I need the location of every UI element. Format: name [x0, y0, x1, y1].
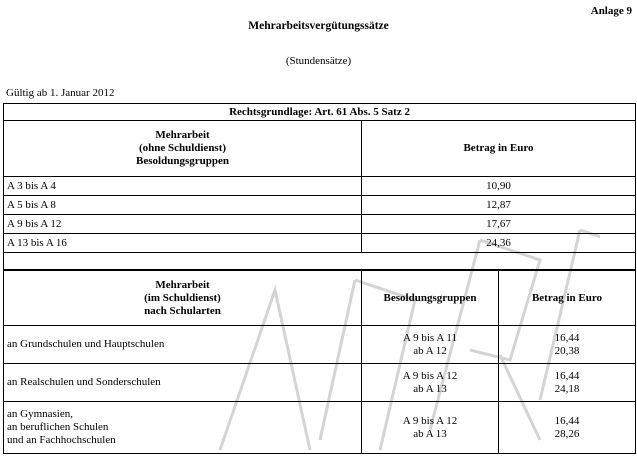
group-value: A 9 bis A 12 — [402, 414, 458, 427]
table-row — [4, 215, 636, 234]
groups-cell — [362, 364, 499, 402]
rates-table-school — [3, 270, 636, 454]
amount-cell: 10,90 — [362, 177, 636, 196]
amount-value: 16,44 — [554, 369, 580, 382]
validity-date: Gültig ab 1. Januar 2012 — [6, 87, 115, 99]
header-line: Mehrarbeit — [155, 129, 210, 141]
school-line: an Gymnasien, — [7, 408, 73, 420]
table-row — [4, 234, 636, 253]
amounts-cell — [499, 402, 636, 454]
school-cell: an Realschulen und Sonderschulen — [4, 364, 362, 402]
amounts-cell — [499, 364, 636, 402]
group-value: ab A 13 — [413, 382, 447, 395]
col-header-betrag: Betrag in Euro — [499, 271, 636, 326]
amount-cell: 24,36 — [362, 234, 636, 253]
spacer-cell — [4, 253, 636, 270]
rates-table-general — [3, 103, 636, 270]
amount-value: 20,38 — [554, 344, 580, 357]
col-header-besoldungsgruppen — [4, 121, 362, 177]
group-value: ab A 13 — [413, 427, 447, 440]
table-row — [4, 196, 636, 215]
col-header-besoldungsgruppen: Besoldungsgruppen — [362, 271, 499, 326]
amount-value: 16,44 — [554, 414, 580, 427]
group-cell: A 5 bis A 8 — [4, 196, 362, 215]
table-row — [4, 326, 636, 364]
school-cell: an Grundschulen und Hauptschulen — [4, 326, 362, 364]
amount-value: 28,26 — [554, 427, 580, 440]
page-subtitle: (Stundensätze) — [285, 55, 352, 67]
amounts-cell — [499, 326, 636, 364]
amount-cell: 17,67 — [362, 215, 636, 234]
group-value: A 9 bis A 11 — [403, 331, 457, 344]
school-line: und an Fachhochschulen — [7, 434, 116, 446]
table-row — [4, 364, 636, 402]
col-header-betrag: Betrag in Euro — [362, 121, 636, 177]
annex-label: Anlage 9 — [590, 5, 632, 17]
page-title: Mehrarbeitsvergütungssätze — [248, 20, 389, 32]
school-cell — [4, 402, 362, 454]
header-line: Besoldungsgruppen — [136, 155, 229, 167]
groups-cell — [362, 326, 499, 364]
amount-value: 16,44 — [554, 331, 580, 344]
amount-value: 24,18 — [554, 382, 580, 395]
group-value: A 9 bis A 12 — [402, 369, 458, 382]
col-header-schularten — [4, 271, 362, 326]
legal-basis-header: Rechtsgrundlage: Art. 61 Abs. 5 Satz 2 — [4, 104, 636, 121]
school-line: an beruflichen Schulen — [7, 421, 109, 433]
header-line: (im Schuldienst) — [144, 291, 221, 304]
table-row — [4, 177, 636, 196]
header-line: nach Schularten — [144, 304, 221, 317]
amount-cell: 12,87 — [362, 196, 636, 215]
spacer-row — [4, 253, 636, 270]
groups-cell — [362, 402, 499, 454]
group-cell: A 13 bis A 16 — [4, 234, 362, 253]
header-line: Mehrarbeit — [155, 278, 210, 291]
group-value: ab A 12 — [413, 344, 447, 357]
table-row — [4, 402, 636, 454]
group-cell: A 3 bis A 4 — [4, 177, 362, 196]
group-cell: A 9 bis A 12 — [4, 215, 362, 234]
header-line: (ohne Schuldienst) — [138, 142, 227, 154]
